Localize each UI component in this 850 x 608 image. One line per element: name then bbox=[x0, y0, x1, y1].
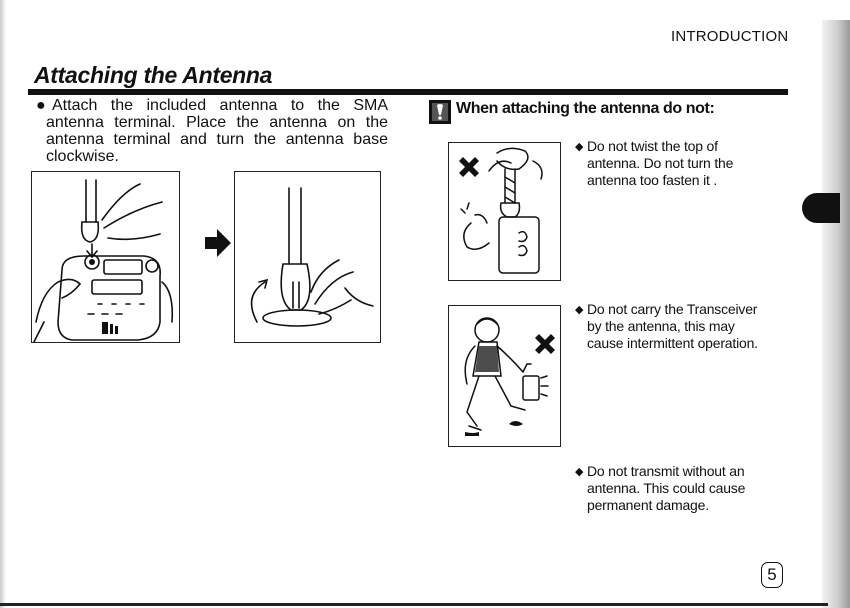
figure-turn-antenna bbox=[234, 171, 381, 343]
figure-do-not-carry bbox=[448, 305, 561, 447]
scan-shadow-right bbox=[822, 20, 850, 608]
chapter-tab bbox=[802, 193, 840, 223]
warning-item bbox=[575, 138, 765, 189]
scan-shadow-left bbox=[0, 0, 6, 608]
item-bullet: ◆ bbox=[575, 466, 584, 478]
item-text: Do not carry the Transceiver by the antenna, this may cause intermittent operation. bbox=[587, 301, 758, 351]
section-label: INTRODUCTION bbox=[671, 28, 789, 45]
warning-item bbox=[575, 463, 765, 514]
item-bullet: ◆ bbox=[575, 304, 584, 316]
page-title: Attaching the Antenna bbox=[34, 62, 273, 88]
item-text: Do not twist the top of antenna. Do not turn the antenna too fasten it . bbox=[587, 138, 734, 188]
figure-do-not-twist bbox=[448, 142, 561, 281]
page-number: 5 bbox=[761, 562, 783, 588]
figure-attach-antenna bbox=[31, 171, 180, 343]
item-text: Do not transmit without an antenna. This could cause permanent damage. bbox=[587, 463, 746, 513]
carry-by-antenna-illustration bbox=[449, 306, 560, 446]
item-bullet: ◆ bbox=[575, 141, 584, 153]
intro-text: Attach the included antenna to the SMA antenna terminal. Place the antenna on the antenna terminal and turn the antenna base clockwise. bbox=[46, 97, 388, 165]
intro-paragraph bbox=[36, 97, 388, 165]
intro-bullet: ● bbox=[36, 97, 46, 114]
exclamation-icon bbox=[429, 100, 451, 124]
turn-antenna-illustration bbox=[235, 172, 380, 342]
twist-antenna-illustration bbox=[449, 143, 560, 280]
warning-heading: When attaching the antenna do not: bbox=[456, 100, 715, 117]
title-rule bbox=[28, 89, 788, 95]
radio-with-antenna-illustration bbox=[32, 172, 179, 342]
warning-item bbox=[575, 301, 765, 352]
arrow-right-icon bbox=[205, 229, 231, 257]
bottom-rule bbox=[0, 603, 828, 606]
